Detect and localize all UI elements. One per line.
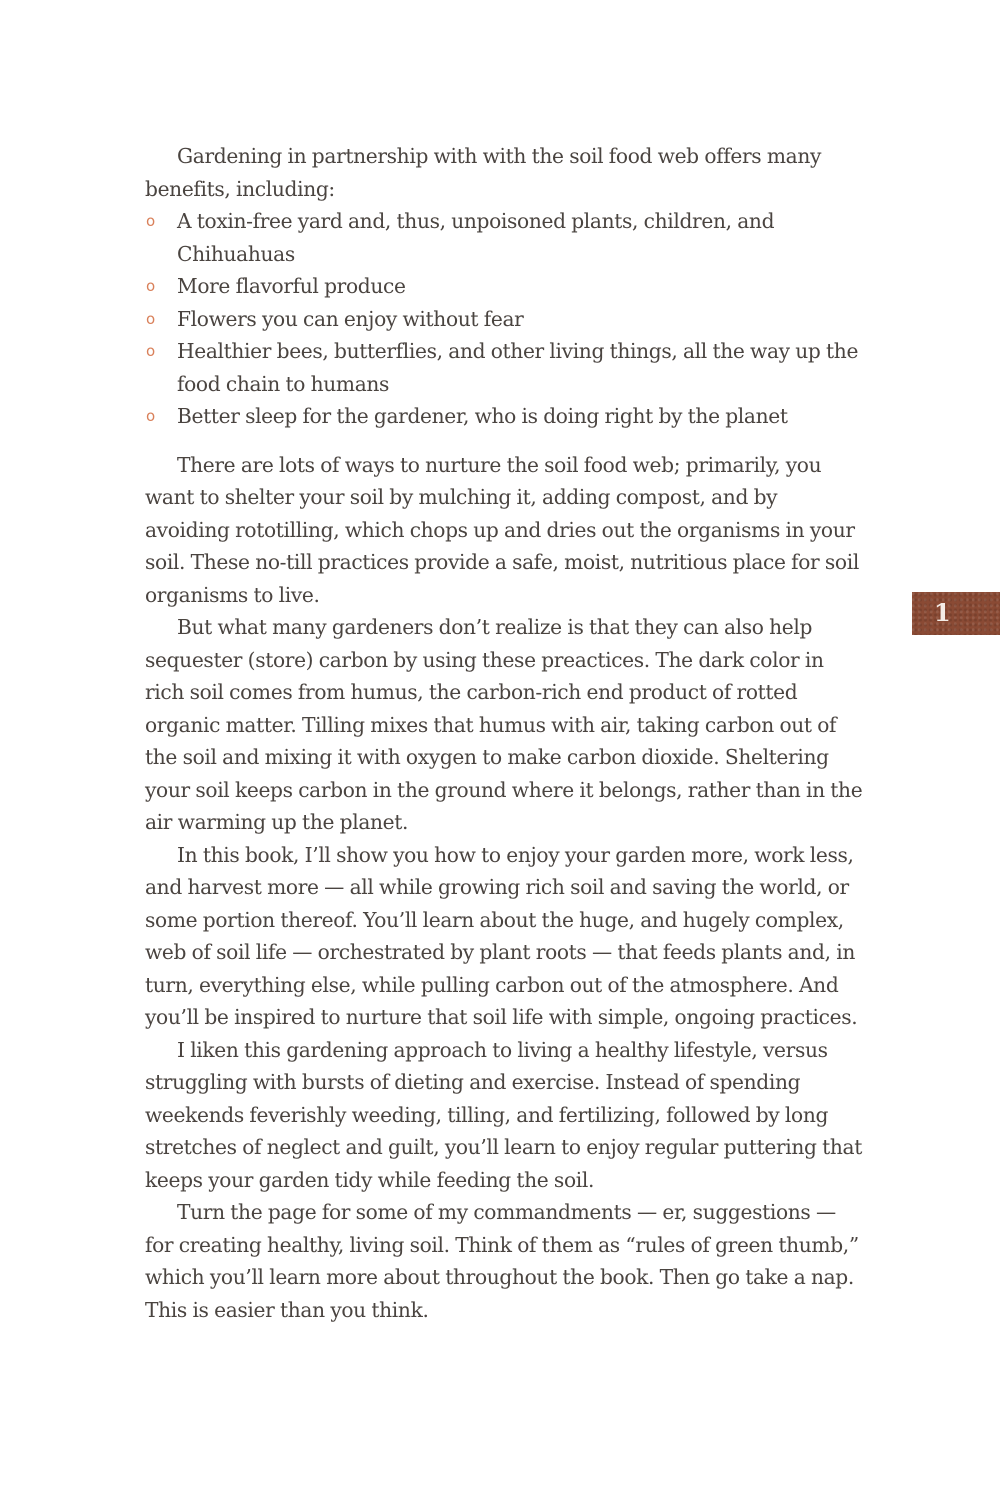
paragraph-turn-page: Turn the page for some of my commandments — er, suggestions — for creating healthy, living soil. Think of them as “rules of green thumb,” which you’ll learn more about throughout the book. Then go take a nap. This is easier than you think. — [145, 1200, 859, 1322]
chapter-tab — [912, 592, 1000, 635]
paragraph-carbon: But what many gardeners don’t realize is that they can also help sequester (store) carbon by using these preactices. The dark color in rich soil comes from humus, the carbon-rich end product of rotted organic matter. Tilling mixes that humus with air, taking carbon out of the soil and mixing it with oxygen to make carbon dioxide. Sheltering your soil keeps carbon in the ground where it belongs, rather than in the air warming up the planet. — [145, 615, 863, 834]
paragraph-lifestyle: I liken this gardening approach to living a healthy lifestyle, versus struggling with bursts of dieting and exercise. Instead of spending weekends feverishly weeding, tilling, and fertilizing, followed by long stretches of neglect and guilt, you’ll learn to enjoy regular puttering that keeps your garden tidy while feeding the soil. — [145, 1037, 862, 1192]
paragraph-this-book: In this book, I’ll show you how to enjoy your garden more, work less, and harvest more — all while growing rich soil and saving the world, or some portion thereof. You’ll learn about the huge, and hugely complex, web of soil life — orchestrated by plant roots — that feeds plants and, in turn, everything else, while pulling carbon out of the atmosphere. And you’ll be inspired to nurture that soil life with simple, ongoing practices. — [145, 842, 858, 1029]
list-item: o A toxin-free yard and, thus, unpoisoned plants, children, and Chihuahuas — [145, 205, 865, 270]
intro-paragraph: Gardening in partnership with with the soil food web offers many benefits, including: — [145, 144, 822, 201]
bullet-circle-icon: o — [146, 212, 155, 230]
chapter-number: 1 — [934, 598, 951, 627]
paragraph-soil-web: There are lots of ways to nurture the soil food web; primarily, you want to shelter your soil by mulching it, adding compost, and by avoiding rototilling, which chops up and dries out the organisms in your soil. These no-till practices provide a safe, moist, nutritious place for soil organisms to live. — [145, 452, 859, 607]
list-item: o Better sleep for the gardener, who is doing right by the planet — [145, 400, 865, 433]
bullet-circle-icon: o — [146, 342, 155, 360]
list-item: o Flowers you can enjoy without fear — [145, 303, 865, 336]
bullet-circle-icon: o — [146, 407, 155, 425]
benefits-list — [145, 205, 865, 433]
list-item: o Healthier bees, butterflies, and other living things, all the way up the food chain to humans — [145, 335, 865, 400]
bullet-circle-icon: o — [146, 309, 155, 328]
body-text — [145, 140, 865, 1326]
bullet-circle-icon: o — [146, 277, 155, 295]
list-item: o More flavorful produce — [145, 270, 865, 303]
